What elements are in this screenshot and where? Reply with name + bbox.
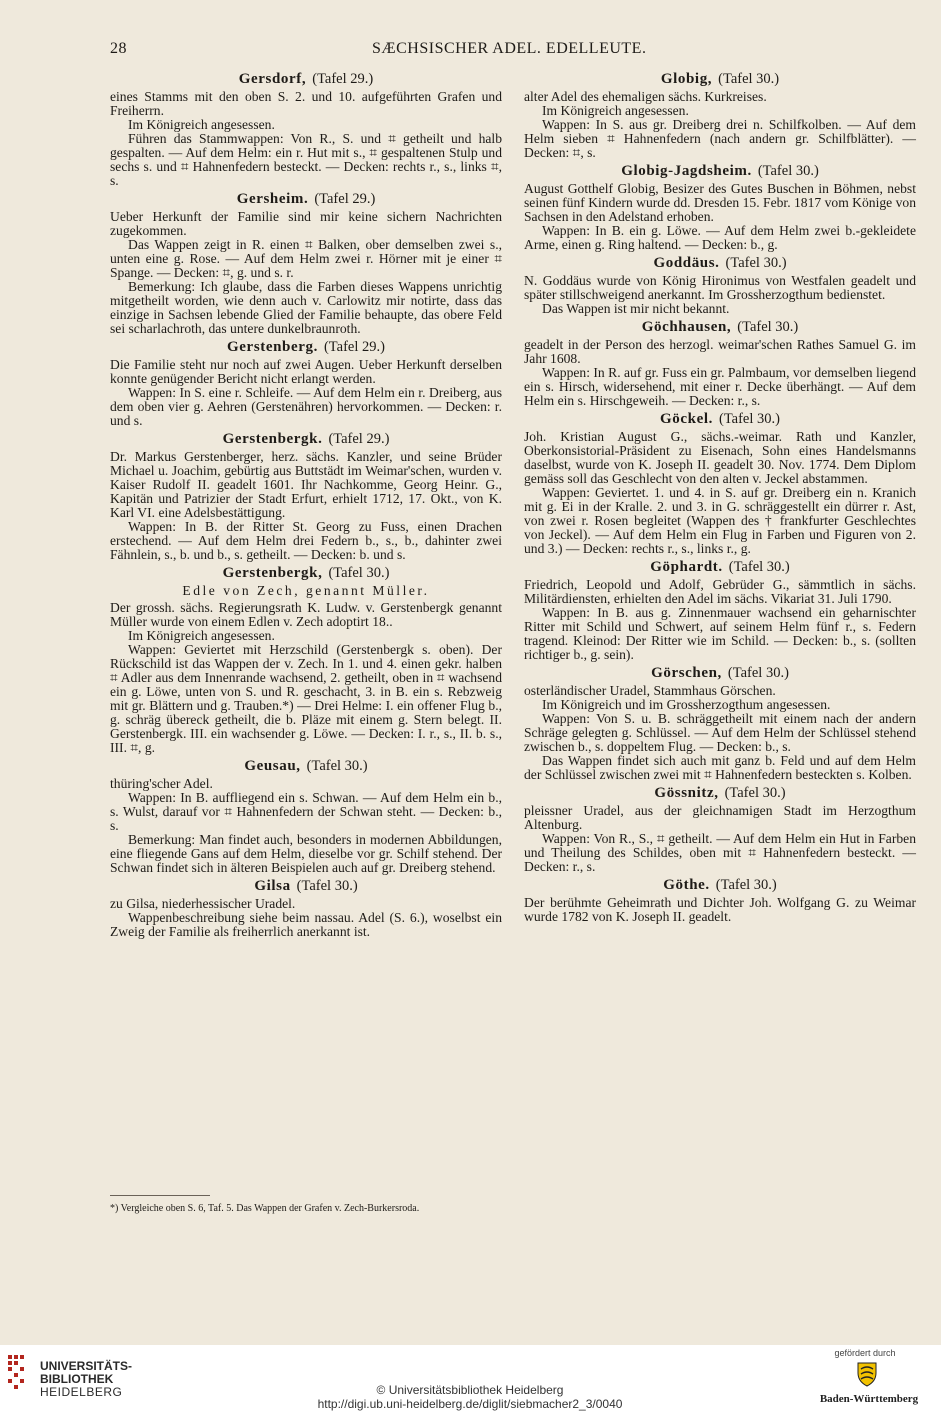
entry-paragraph: eines Stamms mit den oben S. 2. und 10. aufgeführten Grafen und Freiherrn. <box>110 89 502 118</box>
entry-paragraph: Wappen: In B. aus g. Zinnenmauer wachsend ein geharnischter Ritter mit Schild und Schwert, auf seinem Helm fünf r., s. Federn tragend. Kleinod: Der Ritter wie im Schild. — Decken: b., s. (sollten richtiger b., g. sein). <box>524 605 916 662</box>
armorial-entry <box>524 256 916 316</box>
entry-heading <box>524 72 916 86</box>
entry-paragraph: geadelt in der Person des herzogl. weimar'schen Rathes Samuel G. im Jahr 1608. <box>524 337 916 366</box>
right-column <box>524 70 916 928</box>
plate-reference: (Tafel 29.) <box>323 339 385 355</box>
entry-paragraph: Im Königreich angesessen. <box>128 117 275 132</box>
entry-paragraph: Der grossh. sächs. Regierungsrath K. Ludw. v. Gerstenbergk genannt Müller wurde von einem Edlen v. Zech adoptirt 18.. <box>110 600 502 629</box>
entry-paragraph: Im Königreich und im Grossherzogthum angesessen. <box>542 697 831 712</box>
armorial-entry <box>110 566 502 755</box>
plate-reference: (Tafel 30.) <box>728 559 790 575</box>
footnote: *) Vergleiche oben S. 6, Taf. 5. Das Wappen der Grafen v. Zech-Burkersroda. <box>110 1203 420 1214</box>
entry-paragraph: pleissner Uradel, aus der gleichnamigen Stadt im Herzogthum Altenburg. <box>524 803 916 832</box>
armorial-entry <box>524 164 916 252</box>
plate-reference: (Tafel 30.) <box>724 785 786 801</box>
plate-reference: (Tafel 30.) <box>727 665 789 681</box>
armorial-entry <box>110 759 502 875</box>
entry-heading <box>110 566 502 580</box>
armorial-entry <box>524 560 916 662</box>
entry-heading <box>110 432 502 446</box>
entry-heading <box>524 878 916 892</box>
family-name: Göchhausen, <box>641 319 732 335</box>
armorial-entry <box>524 878 916 924</box>
entry-paragraph: Friedrich, Leopold und Adolf, Gebrüder G., sämmtlich in sächs. Militärdiensten, erhielten den Adel im sächs. Vikariat 31. Juli 1790. <box>524 577 916 606</box>
running-head <box>110 40 925 60</box>
entry-paragraph: Wappen: In S. eine r. Schleife. — Auf dem Helm ein r. Dreiberg, aus dem oben vier g. Aehren (Gerstenähren) hervorkommen. — Decken: r. und s. <box>110 385 502 428</box>
sponsor-name: Baden-Württemberg <box>819 1393 919 1405</box>
armorial-entry <box>110 879 502 939</box>
copyright-notice <box>250 1383 690 1411</box>
entry-paragraph: Wappen: Von S. u. B. schräggetheilt mit einem nach der andern Schräge gelegten g. Schlüssel. — Auf dem Helm der Schlüssel stehend zwischen b., s. doppeltem Flug. — Decken: b., s. <box>524 711 916 754</box>
family-name: Gersheim. <box>236 191 309 207</box>
running-title: SÆCHSISCHER ADEL. EDELLEUTE. <box>372 40 647 57</box>
footnote-rule <box>110 1195 210 1196</box>
entry-paragraph: August Gotthelf Globig, Besizer des Gutes Buschen in Böhmen, nebst seinen fünf Kindern wurde dd. Dresden 15. Febr. 1817 vom Könige von Sachsen in den Adelstand erhoben. <box>524 181 916 224</box>
entry-paragraph: alter Adel des ehemaligen sächs. Kurkreises. <box>524 89 767 104</box>
plate-reference: (Tafel 29.) <box>312 71 374 87</box>
family-name: Gerstenberg. <box>227 339 318 355</box>
plate-reference: (Tafel 30.) <box>737 319 799 335</box>
family-name: Geusau, <box>244 758 301 774</box>
armorial-entry <box>110 432 502 562</box>
entry-paragraph: Wappen: In S. aus gr. Dreiberg drei n. Schilfkolben. — Auf dem Helm sieben ⌗ Hahnenfedern (nach andern gr. Schilfblätter). — Decken: ⌗, s. <box>524 117 916 160</box>
family-name: Gerstenbergk. <box>222 431 323 447</box>
entry-heading <box>524 256 916 270</box>
left-column <box>110 70 502 943</box>
entry-paragraph: Bemerkung: Man findet auch, besonders in modernen Abbildungen, eine fliegende Gans auf dem Helm, dieselbe vor gr. Schilf stehend. Der Schwan findet sich in älteren Beispielen auch auf gr. Dreiberg stehend. <box>110 832 502 875</box>
family-name: Globig, <box>660 71 713 87</box>
university-library-logo-icon <box>6 1353 34 1391</box>
entry-heading <box>524 320 916 334</box>
entry-paragraph: osterländischer Uradel, Stammhaus Görschen. <box>524 683 776 698</box>
page-number: 28 <box>110 40 127 57</box>
entry-heading <box>524 560 916 574</box>
entry-paragraph: Wappen: Von R., S., ⌗ getheilt. — Auf dem Helm ein Hut in Farben und Theilung des Schildes, oben mit ⌗ Hahnenfedern besteckt. — Decken: r., s. <box>524 831 916 874</box>
entry-paragraph: Bemerkung: Ich glaube, dass die Farben dieses Wappens unrichtig mitgetheilt worden, wie denn auch v. Carlowitz mir notirte, dass das einzige in Sachsen lebende Glied der Familie behaupte, das obere Feld sei scharlachroth, das untere dunkelbraunroth. <box>110 279 502 336</box>
entry-subline: Edle von Zech, genannt Müller. <box>182 583 430 598</box>
family-name: Gilsa <box>254 878 291 894</box>
entry-paragraph: N. Goddäus wurde von König Hironimus von Westfalen geadelt und später stillschweigend anerkannt. Im Grossherzogthum bedienstet. <box>524 273 916 302</box>
family-name: Gersdorf, <box>238 71 307 87</box>
plate-reference: (Tafel 30.) <box>296 878 358 894</box>
plate-reference: (Tafel 30.) <box>718 411 780 427</box>
entry-heading <box>110 192 502 206</box>
armorial-entry <box>524 786 916 874</box>
entry-heading <box>110 879 502 893</box>
sponsor-label: gefördert durch <box>834 1348 896 1358</box>
entry-paragraph: Im Königreich angesessen. <box>542 103 689 118</box>
entry-paragraph: Wappen: In R. auf gr. Fuss ein gr. Palmbaum, vor demselben liegend ein s. Hirsch, widersehend, mit einer r. Decke überhängt. — Auf dem Helm ein s. Hirschgeweih. — Decken: r., s. <box>524 365 916 408</box>
entry-heading <box>110 759 502 773</box>
entry-paragraph: Wappenbeschreibung siehe beim nassau. Adel (S. 6.), woselbst ein Zweig der Familie als freiherrlich anerkannt ist. <box>110 910 502 939</box>
armorial-entry <box>110 340 502 428</box>
entry-heading <box>524 666 916 680</box>
entry-paragraph: Wappen: In B. ein g. Löwe. — Auf dem Helm zwei b.-gekleidete Arme, einen g. Ring haltend. — Decken: b., g. <box>524 223 916 252</box>
plate-reference: (Tafel 30.) <box>718 71 780 87</box>
university-library-name: UNIVERSITÄTS- BIBLIOTHEK HEIDELBERG <box>40 1359 133 1399</box>
plate-reference: (Tafel 30.) <box>757 163 819 179</box>
armorial-entry <box>524 72 916 160</box>
plate-reference: (Tafel 29.) <box>314 191 376 207</box>
entry-paragraph: thüring'scher Adel. <box>110 776 213 791</box>
family-name: Goddäus. <box>653 255 720 271</box>
entry-paragraph: Wappen: In B. der Ritter St. Georg zu Fuss, einen Drachen erstechend. — Auf dem Helm drei Federn b., s., b., dahinter zwei Fähnlein, s., b. und b., s. getheilt. — Decken: b. und s. <box>110 519 502 562</box>
armorial-entry <box>524 666 916 782</box>
entry-paragraph: Ueber Herkunft der Familie sind mir keine sichern Nachrichten zugekommen. <box>110 209 502 238</box>
family-name: Gössnitz, <box>654 785 719 801</box>
family-name: Göphardt. <box>650 559 723 575</box>
entry-paragraph: Das Wappen zeigt in R. einen ⌗ Balken, ober demselben zwei s., unten eine g. Rose. — Auf dem Helm zwei r. Hörner mit je einer ⌗ Spange. — Decken: ⌗, g. und s. r. <box>110 237 502 280</box>
family-name: Gerstenbergk, <box>222 565 323 581</box>
armorial-entry <box>110 72 502 188</box>
armorial-entry <box>524 320 916 408</box>
baden-wuerttemberg-seal-icon <box>852 1359 882 1389</box>
copyright-text: © Universitätsbibliothek Heidelberg <box>376 1383 564 1397</box>
entry-paragraph: Das Wappen ist mir nicht bekannt. <box>542 301 730 316</box>
entry-paragraph: Im Königreich angesessen. <box>128 628 275 643</box>
family-name: Görschen, <box>651 665 722 681</box>
plate-reference: (Tafel 30.) <box>715 877 777 893</box>
plate-reference: (Tafel 30.) <box>306 758 368 774</box>
family-name: Göthe. <box>663 877 710 893</box>
family-name: Göckel. <box>660 411 713 427</box>
entry-heading <box>110 72 502 86</box>
armorial-entry <box>524 412 916 556</box>
entry-paragraph: Der berühmte Geheimrath und Dichter Joh. Wolfgang G. zu Weimar wurde 1782 von K. Joseph II. geadelt. <box>524 895 916 924</box>
plate-reference: (Tafel 30.) <box>725 255 787 271</box>
family-name: Globig-Jagdsheim. <box>621 163 752 179</box>
entry-paragraph: Wappen: Geviertet mit Herzschild (Gerstenbergk s. oben). Der Rückschild ist das Wappen der v. Zech. In 1. und 4. einen gekr. halben ⌗ Adler aus dem Innenrande wachsend, 2. getheilt, oben in ⌗ wachsend ein g. Löwe, unten von S. und R. geschacht, 3. in B. ein s. Rebzweig mit gr. Blättern und g. Trauben.*) — Drei Helme: I. ein offener Flug b., g. schräg übereck getheilt, die b. Pläze mit einem g. Stern belegt. II. Gerstenbergk. III. ein wachsender g. Löwe. — Decken: I. r., s., II. b. s., III. ⌗, g. <box>110 642 502 755</box>
plate-reference: (Tafel 29.) <box>328 431 390 447</box>
entry-heading <box>524 164 916 178</box>
entry-paragraph: Joh. Kristian August G., sächs.-weimar. Rath und Kanzler, Oberkonsistorial-Präsident zu Eisenach, Sohn eines Handelsmanns daselbst, wurde von K. Joseph II. geadelt 30. Nov. 1774. Dem Diplom gemäss soll das Geschlecht von den alten v. Jeckel abstammen. <box>524 429 916 486</box>
plate-reference: (Tafel 30.) <box>328 565 390 581</box>
entry-paragraph: zu Gilsa, niederhessischer Uradel. <box>110 896 296 911</box>
armorial-entry <box>110 192 502 336</box>
entry-paragraph: Die Familie steht nur noch auf zwei Augen. Ueber Herkunft derselben konnte genügender Bericht nicht erlangt werden. <box>110 357 502 386</box>
entry-paragraph: Das Wappen findet sich auch mit ganz b. Feld und auf dem Helm der Schlüssel zwischen zwei mit ⌗ Hahnenfedern besteckten s. Kolben. <box>524 753 916 782</box>
permalink[interactable]: http://digi.ub.uni-heidelberg.de/diglit/siebmacher2_3/0040 <box>317 1397 623 1411</box>
entry-heading <box>110 340 502 354</box>
entry-paragraph: Wappen: In B. auffliegend ein s. Schwan. — Auf dem Helm ein b., s. Wulst, darauf vor ⌗ Hahnenfedern der Schwan steht. — Decken: b., s. <box>110 790 502 833</box>
entry-heading <box>524 412 916 426</box>
entry-heading <box>524 786 916 800</box>
entry-paragraph: Dr. Markus Gerstenberger, herz. sächs. Kanzler, und seine Brüder Michael u. Joachim, gebürtig aus Buttstädt im Weimar'schen, wurden v. Kaiser Rudolf II. geadelt 1601. Ihr Nachkomme, Georg Heinr. G., Kapitän und Patrizier der Stadt Erfurt, erhielt 1712, 17. Okt., von K. Karl VI. eine Adelsbestättigung. <box>110 449 502 520</box>
entry-paragraph: Führen das Stammwappen: Von R., S. und ⌗ getheilt und halb gespalten. — Auf dem Helm: ein r. Hut mit s., ⌗ gespaltenen Stulp und sechs s. und ⌗ Hahnenfedern besteckt. — Decken: rechts r., s., links ⌗, s. <box>110 131 502 188</box>
entry-paragraph: Wappen: Geviertet. 1. und 4. in S. auf gr. Dreiberg ein n. Kranich mit g. Ei in der Kralle. 2. und 3. in G. schräggestellt ein dürrer r. Ast, von zwei r. Rosen begleitet (Wappen des † frankfurter Geschlechtes von Jeckel). — Auf dem Helm ein Flug in Farben und Figuren von 2. und 3.) — Decken: rechts r., s., links r., g. <box>524 485 916 556</box>
